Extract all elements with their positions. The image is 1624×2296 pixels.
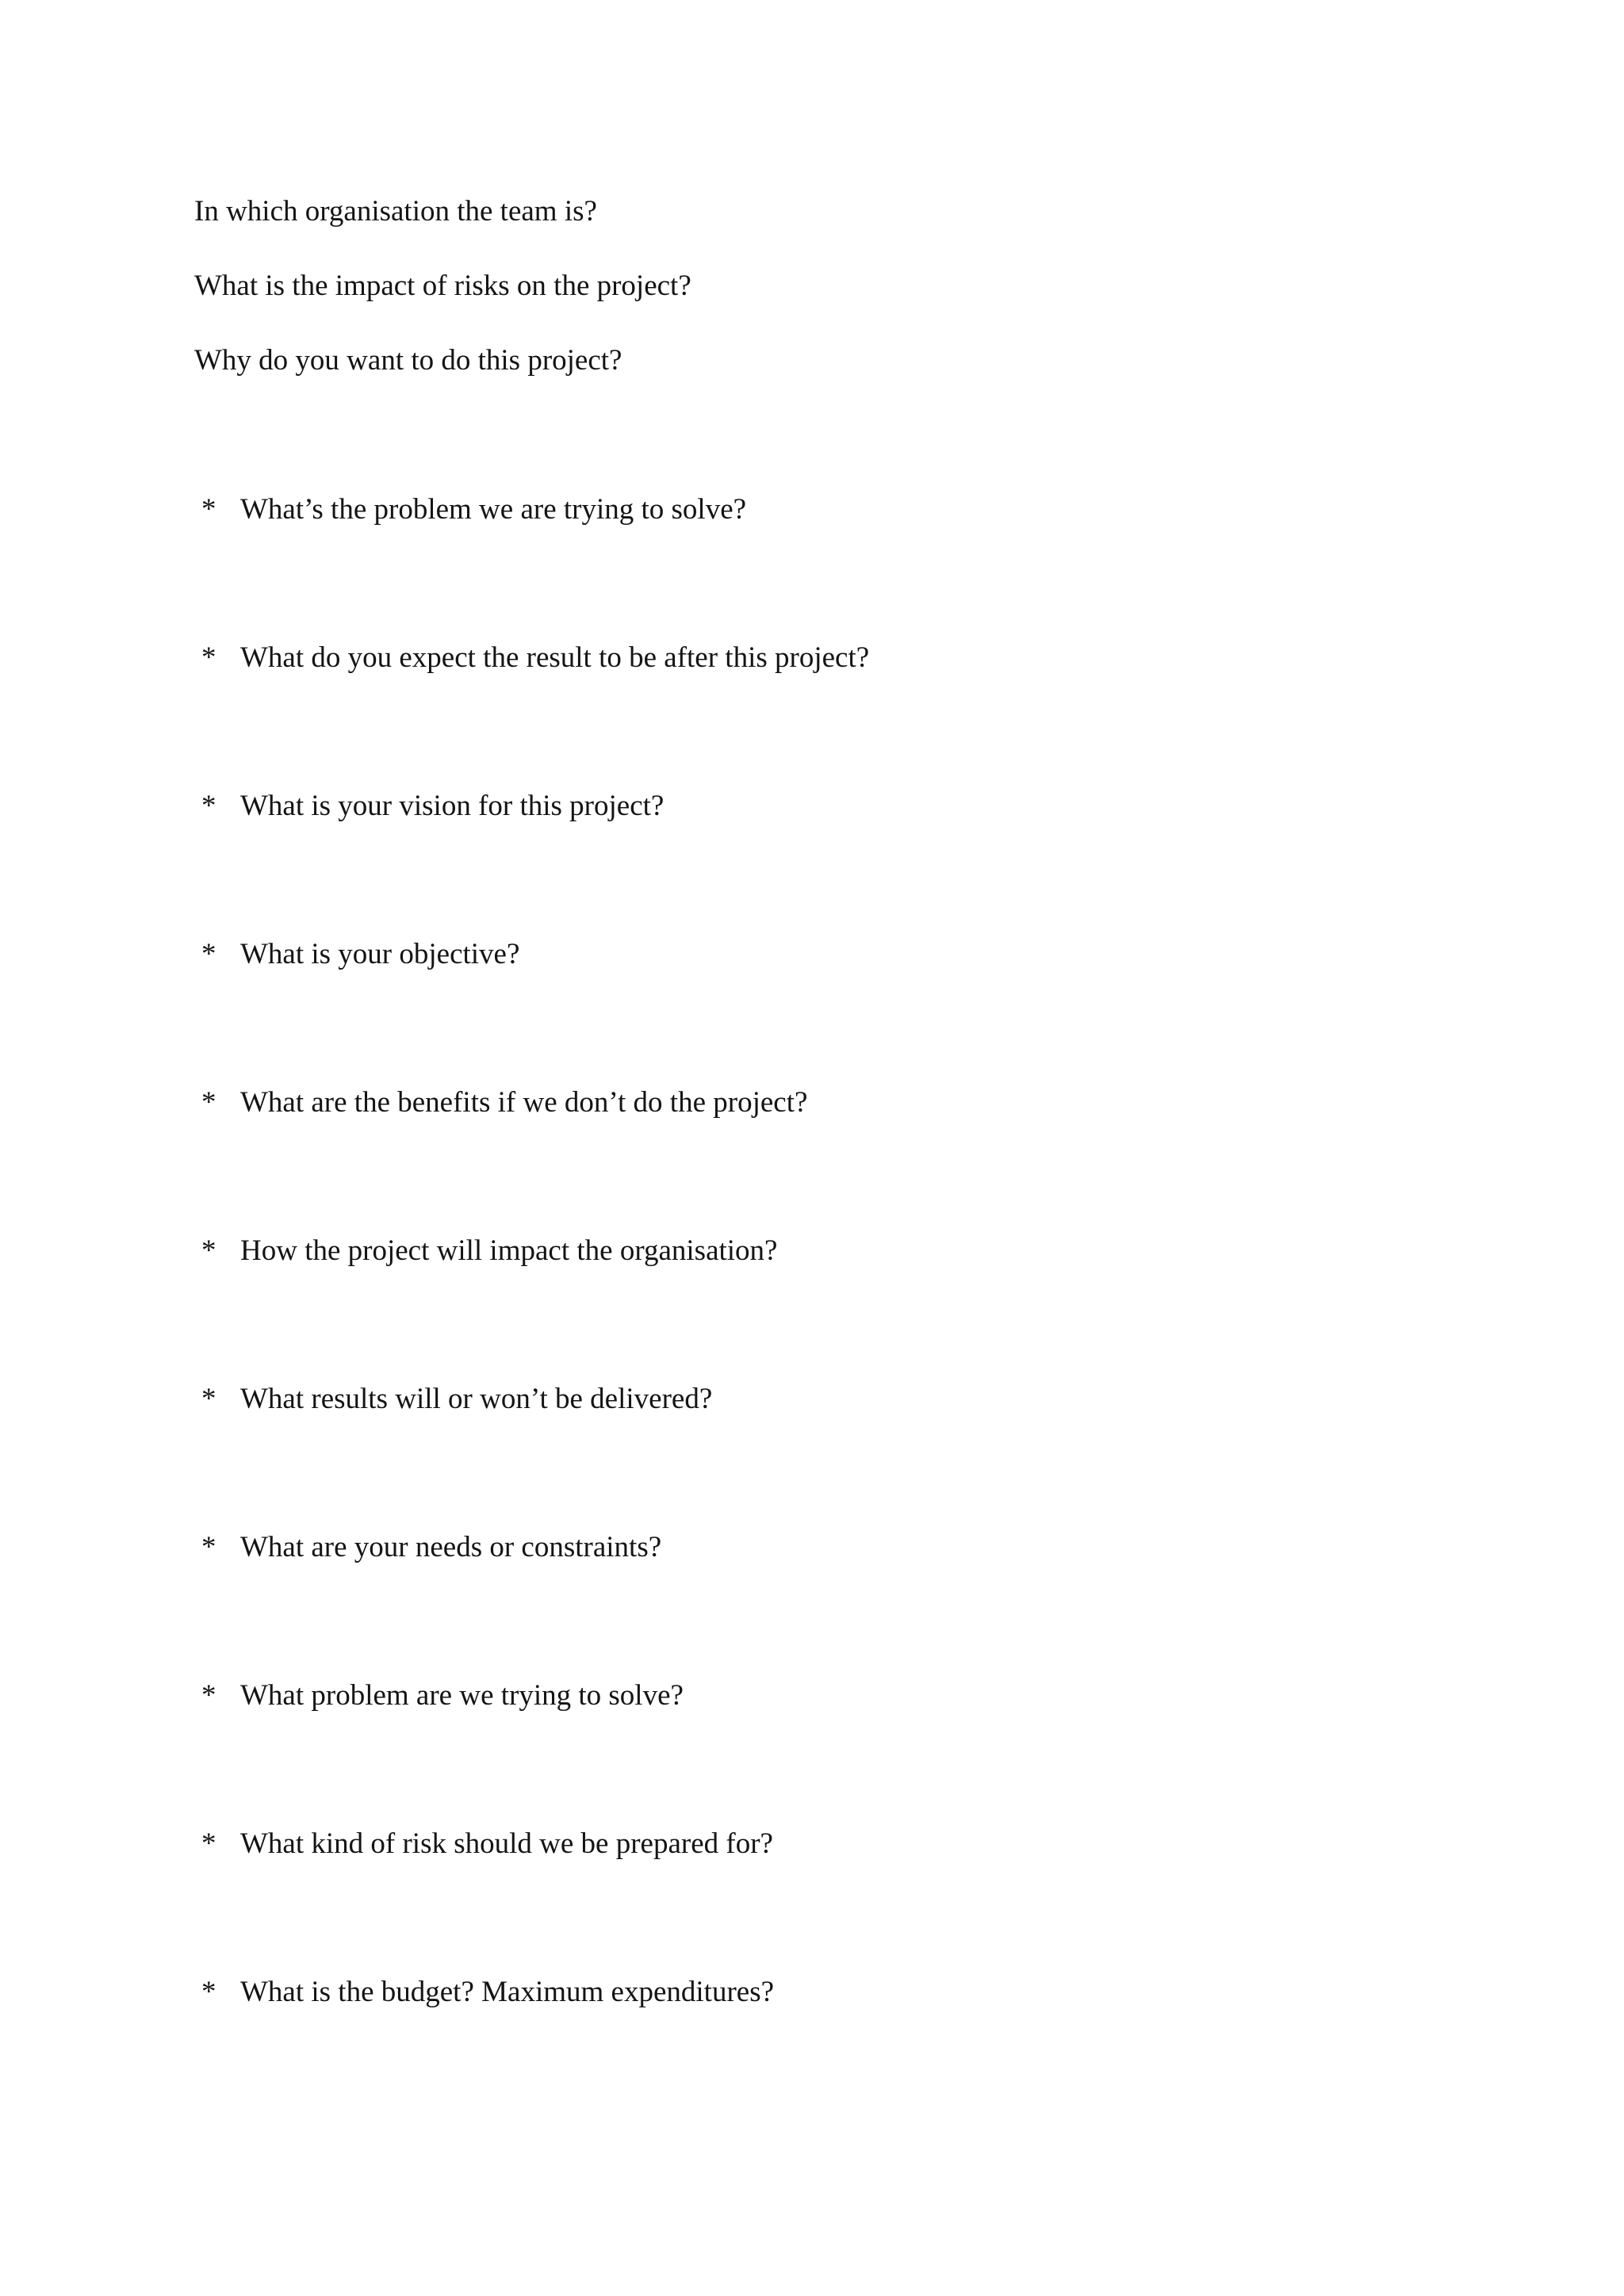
list-item-text: How the project will impact the organisation? <box>240 1234 778 1267</box>
bullet-asterisk: * <box>201 1086 216 1119</box>
list-item <box>194 490 746 530</box>
bullet-asterisk: * <box>201 1976 216 2008</box>
bullet-asterisk: * <box>201 1531 216 1563</box>
bullet-asterisk: * <box>201 1679 216 1712</box>
list-item-text: What results will or won’t be delivered? <box>240 1383 713 1415</box>
list-item <box>194 1824 773 1864</box>
bullet-asterisk: * <box>201 493 216 526</box>
list-item-text: What are the benefits if we don’t do the project? <box>240 1086 808 1119</box>
list-item <box>194 638 869 678</box>
list-item-text: What problem are we trying to solve? <box>240 1679 684 1712</box>
bullet-asterisk: * <box>201 1234 216 1267</box>
list-item-text: What are your needs or constraints? <box>240 1531 662 1563</box>
bullet-asterisk: * <box>201 641 216 674</box>
list-item-text: What is your vision for this project? <box>240 790 665 822</box>
bullet-asterisk: * <box>201 1383 216 1415</box>
list-item <box>194 1083 807 1123</box>
bullet-asterisk: * <box>201 938 216 970</box>
list-item-text: What kind of risk should we be prepared for? <box>240 1827 773 1860</box>
list-item <box>194 935 519 974</box>
list-item <box>194 786 664 826</box>
list-item <box>194 1231 777 1271</box>
intro-question-organisation: In which organisation the team is? <box>194 195 597 228</box>
list-item <box>194 1380 712 1419</box>
list-item-text: What is your objective? <box>240 938 520 970</box>
list-item-text: What is the budget? Maximum expenditures? <box>240 1976 775 2008</box>
list-item <box>194 1676 684 1716</box>
intro-question-why-project: Why do you want to do this project? <box>194 344 622 377</box>
list-item-text: What’s the problem we are trying to solve? <box>240 493 747 526</box>
bullet-asterisk: * <box>201 1827 216 1860</box>
intro-question-risk-impact: What is the impact of risks on the project? <box>194 270 691 302</box>
list-item <box>194 1528 661 1567</box>
list-item <box>194 1973 774 2012</box>
bullet-asterisk: * <box>201 790 216 822</box>
list-item-text: What do you expect the result to be after this project? <box>240 641 870 674</box>
